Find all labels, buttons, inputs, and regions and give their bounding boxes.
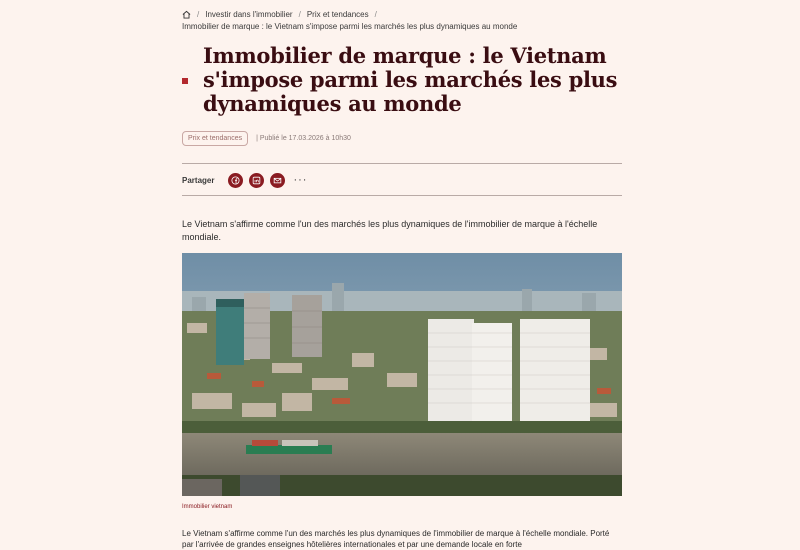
page-title: Immobilier de marque : le Vietnam s'impose parmi les marchés les plus dynamiques au monde <box>203 43 618 116</box>
email-icon <box>273 176 282 185</box>
divider-bottom <box>182 195 622 196</box>
breadcrumb-separator: / <box>197 9 200 19</box>
image-caption: Immobilier vietnam <box>182 504 233 510</box>
article-body: Le Vietnam s'affirme comme l'un des marchés les plus dynamiques de l'immobilier de marque à l'échelle mondiale. Porté par l'arrivée de grandes enseignes hôtelières internationales et par une demande locale en forte <box>182 529 610 549</box>
article-lead: Le Vietnam s'affirme comme l'un des marchés les plus dynamiques de l'immobilier de marque à l'échelle mondiale. <box>182 219 598 242</box>
share-bar <box>182 171 622 189</box>
title-marker <box>182 78 188 84</box>
breadcrumb-item-prix[interactable]: Prix et tendances <box>306 9 369 19</box>
article-meta <box>182 131 622 146</box>
share-linkedin-button[interactable] <box>249 173 264 188</box>
breadcrumb-item-investir[interactable]: Investir dans l'immobilier <box>205 9 293 19</box>
breadcrumb-separator: / <box>374 9 377 19</box>
breadcrumb <box>182 8 622 20</box>
publish-date: | Publié le 17.03.2026 à 10h30 <box>256 135 351 142</box>
divider-top <box>182 163 622 164</box>
breadcrumb-current: Immobilier de marque : le Vietnam s'impose parmi les marchés les plus dynamiques au monde <box>182 22 518 31</box>
hero-image <box>182 253 622 496</box>
breadcrumb-separator: / <box>298 9 301 19</box>
home-icon[interactable] <box>182 10 191 19</box>
facebook-icon <box>231 176 240 185</box>
more-options-button[interactable]: ··· <box>293 174 308 186</box>
city-skyline-image <box>182 253 622 496</box>
share-email-button[interactable] <box>270 173 285 188</box>
category-tag[interactable]: Prix et tendances <box>182 131 248 146</box>
share-facebook-button[interactable] <box>228 173 243 188</box>
share-label: Partager <box>182 175 215 185</box>
linkedin-icon <box>252 176 261 185</box>
